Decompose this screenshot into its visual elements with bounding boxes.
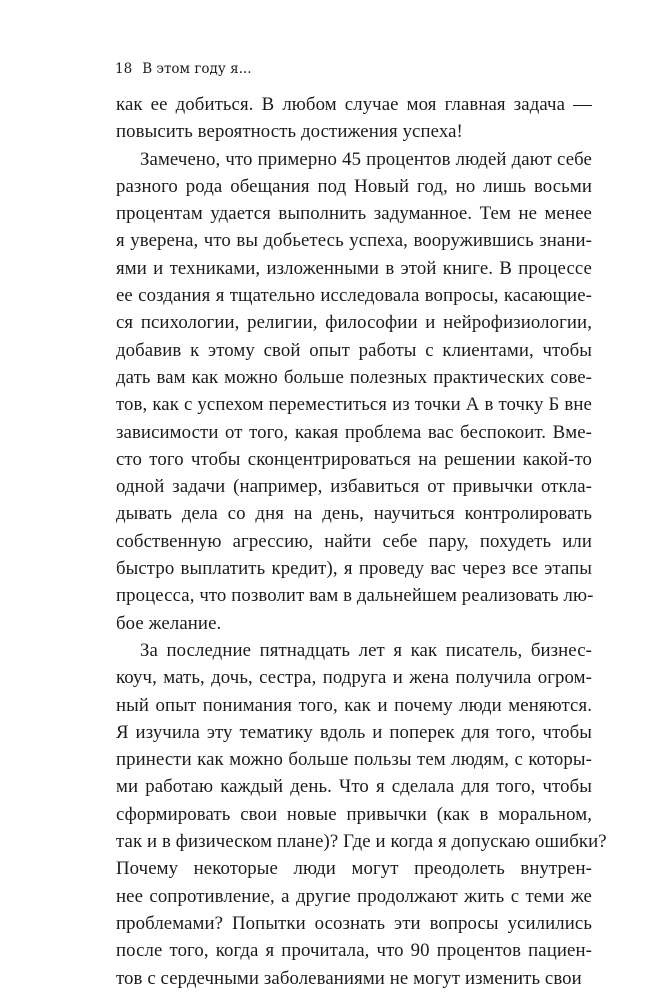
text-line: дывать дела со дня на день, научиться контролировать (116, 503, 592, 525)
text-line: Замечено, что примерно 45 процентов людей дают себе (140, 148, 592, 170)
text-line: процентам удается выполнить задуманное. Тем не менее (116, 203, 592, 225)
text-line: коуч, мать, дочь, сестра, подруга и жена получила огром- (116, 667, 592, 689)
text-line: зависимости от того, какая проблема вас беспокоит. Вме- (116, 421, 592, 443)
text-line: процесса, что позволит вам в дальнейшем реализовать лю- (116, 585, 594, 607)
text-line: нее сопротивление, а другие продолжают жить с теми же (116, 885, 592, 907)
text-line: принести как можно больше пользы тем людям, с которы- (116, 749, 592, 771)
text-line: добавив к этому свой опыт работы с клиентами, чтобы (116, 339, 592, 361)
text-line: как ее добиться. В любом случае моя главная задача — (116, 94, 592, 115)
text-line: одной задачи (например, избавиться от привычки откла- (116, 476, 592, 498)
text-line: тов с сердечными заболеваниями не могут изменить свои (116, 967, 582, 989)
text-line: ный опыт понимания того, как и почему люди меняются. (116, 694, 592, 716)
text-line: За последние пятнадцать лет я как писатель, бизнес- (140, 639, 592, 661)
text-line: разного рода обещания под Новый год, но лишь восьми (116, 175, 592, 197)
text-line: Я изучила эту тематику вдоль и поперек для того, чтобы (116, 721, 592, 743)
running-title: В этом году я... (142, 61, 252, 77)
paragraph (116, 146, 592, 637)
running-head (115, 60, 252, 78)
text-line: ми работаю каждый день. Что я сделала для того, чтобы (116, 776, 592, 798)
text-line: я уверена, что вы добьетесь успеха, вооружившись знани- (116, 230, 592, 252)
page-number: 18 (115, 61, 133, 77)
text-line: повысить вероятность достижения успеха! (116, 121, 463, 143)
text-line: ся психологии, религии, философии и нейрофизиологии, (116, 312, 592, 334)
text-line: дать вам как можно больше полезных практических сове- (116, 366, 592, 388)
text-line: сформировать свои новые привычки (как в моральном, (116, 803, 592, 825)
paragraph (116, 91, 592, 146)
text-line: тов, как с успехом переместиться из точки А в точку Б вне (116, 394, 592, 416)
text-line: ями и техниками, изложенными в этой книге. В процессе (116, 257, 592, 279)
text-line: Почему некоторые люди могут преодолеть внутрен- (116, 858, 592, 880)
text-line: собственную агрессию, найти себе пару, похудеть или (116, 530, 592, 552)
body-text (116, 91, 607, 992)
text-line: ее создания я тщательно исследовала вопросы, касающие- (116, 285, 592, 307)
text-line: так и в физическом плане)? Где и когда я допускаю ошибки? (116, 831, 607, 853)
text-line: после того, когда я прочитала, что 90 процентов пациен- (116, 940, 592, 962)
paragraph (116, 637, 607, 992)
text-line: сто того чтобы сконцентрироваться на решении какой-то (116, 448, 592, 470)
text-line: бое желание. (116, 612, 222, 634)
text-line: быстро выплатить кредит), я проведу вас через все этапы (116, 558, 592, 580)
text-line: проблемами? Попытки осознать эти вопросы усилились (116, 912, 592, 934)
